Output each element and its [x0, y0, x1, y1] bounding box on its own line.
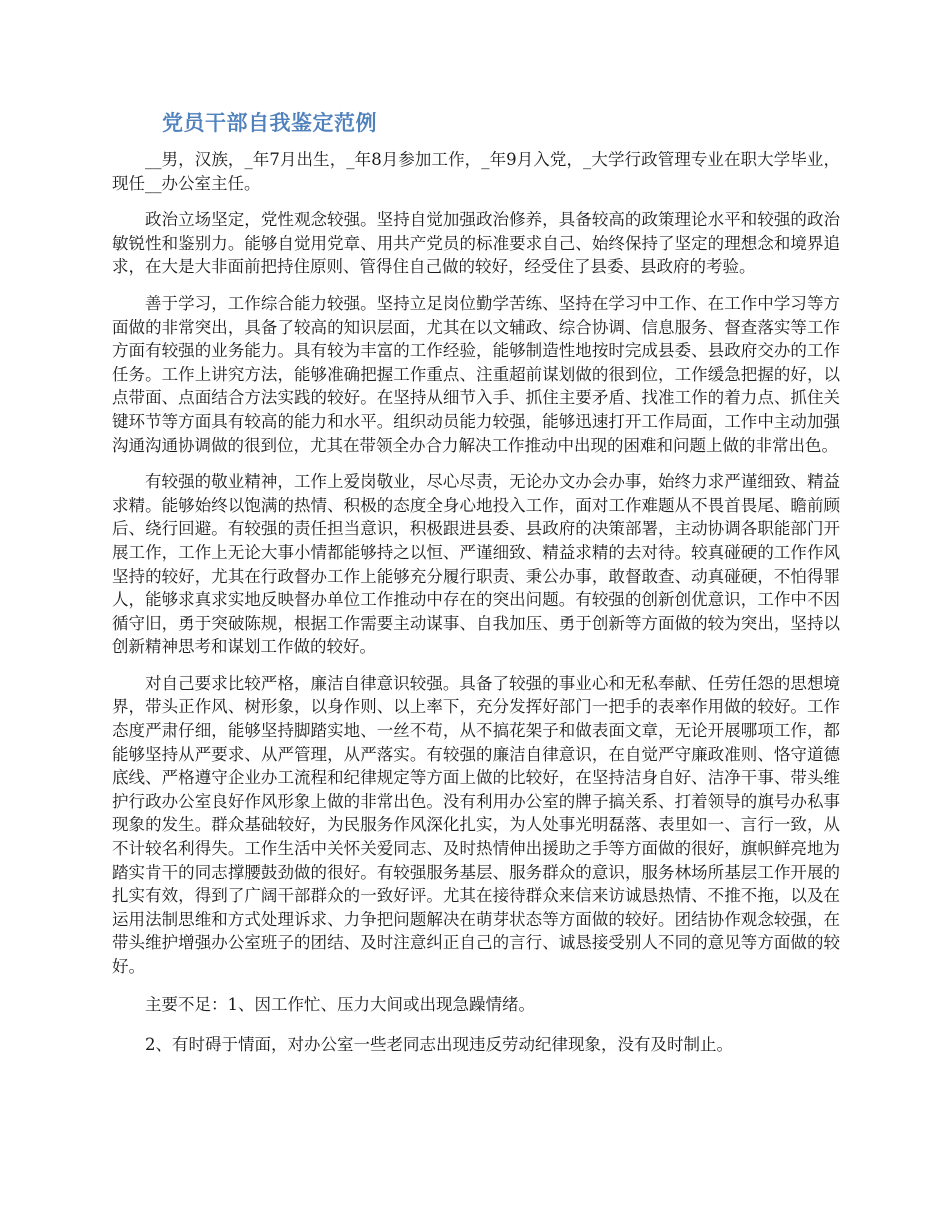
paragraph-personal-info: __男，汉族，_年7月出生，_年8月参加工作，_年9月入党，_大学行政管理专业在职大学毕业，现任__办公室主任。: [112, 150, 840, 193]
paragraph-dedication: 有较强的敬业精神，工作上爱岗敬业，尽心尽责，无论办文办会办事，始终力求严谨细致、精益求精。能够始终以饱满的热情、积极的态度全身心地投入工作，面对工作难题从不畏首畏尾、瞻前顾后、绕行回避。有较强的责任担当意识，积极跟进县委、县政府的决策部署，主动协调各职能部门开展工作，工作上无论大事小情都能够持之以恒、严谨细致、精益求精的去对待。较真碰硬的工作作风坚持的较好，尤其在行政督办工作上能够充分履行职责、秉公办事，敢督敢查、动真碰硬，不怕得罪人，能够求真求实地反映督办单位工作推动中存在的突出问题。有较强的创新创优意识，工作中不因循守旧，勇于突破陈规，根据工作需要主动谋事、自我加压、勇于创新等方面做的较为突出，坚持以创新精神思考和谋划工作做的较好。: [112, 472, 840, 657]
document-page: [112, 108, 840, 1072]
paragraph-learning-ability: 善于学习，工作综合能力较强。坚持立足岗位勤学苦练、坚持在学习中工作、在工作中学习等方面做的非常突出，具备了较高的知识层面，尤其在以文辅政、综合协调、信息服务、督查落实等工作方面有较强的业务能力。具有较为丰富的工作经验，能够制造性地按时完成县委、县政府交办的工作任务。工作上讲究方法，能够准确把握工作重点、注重超前谋划做的很到位，工作缓急把握的好，以点带面、点面结合方法实践的较好。在坚持从细节入手、抓住主要矛盾、找准工作的着力点、抓住关键环节等方面具有较高的能力和水平。组织动员能力较强，能够迅速打开工作局面，工作中主动加强沟通沟通协调做的很到位，尤其在带领全办合力解决工作推动中出现的困难和问题上做的非常出色。: [112, 293, 840, 455]
paragraph-shortcoming-1: 主要不足：1、因工作忙、压力大间或出现急躁情绪。: [145, 994, 535, 1014]
paragraph-political-stance: 政治立场坚定，党性观念较强。坚持自觉加强政治修养，具备较高的政策理论水平和较强的政治敏锐性和鉴别力。能够自觉用党章、用共产党员的标准要求自己、始终保持了坚定的理想念和境界追求，在大是大非面前把持住原则、管得住自己做的较好，经受住了县委、县政府的考验。: [112, 210, 840, 277]
paragraph-self-discipline: 对自己要求比较严格，廉洁自律意识较强。具备了较强的事业心和无私奉献、任劳任怨的思想境界，带头正作风、树形象，以身作则、以上率下，充分发挥好部门一把手的表率作用做的较好。工作态度严肃仔细，能够坚持脚踏实地、一丝不苟，从不搞花架子和做表面文章，无论开展哪项工作，都能够坚持从严要求、从严管理，从严落实。有较强的廉洁自律意识，在自觉严守廉政准则、恪守道德底线、严格遵守企业办工流程和纪律规定等方面上做的比较好，在坚持洁身自好、洁净干事、带头维护行政办公室良好作风形象上做的非常出色。没有利用办公室的牌子搞关系、打着领导的旗号办私事现象的发生。群众基础较好，为民服务作风深化扎实，为人处事光明磊落、表里如一、言行一致，从不计较名利得失。工作生活中关怀关爱同志、及时热情伸出援助之手等方面做的很好，旗帜鲜亮地为踏实肯干的同志撑腰鼓劲做的很好。有较强服务基层、服务群众的意识，服务林场所基层工作开展的扎实有效，得到了广阔干部群众的一致好评。尤其在接待群众来信来访诚恳热情、不推不拖，以及在运用法制思维和方式处理诉求、力争把问题解决在萌芽状态等方面做的较好。团结协作观念较强，在带头维护增强办公室班子的团结、及时注意纠正自己的言行、诚恳接受别人不同的意见等方面做的较好。: [112, 673, 840, 976]
document-title: 党员干部自我鉴定范例: [162, 111, 377, 135]
paragraph-shortcoming-2: 2、有时碍于情面，对办公室一些老同志出现违反劳动纪律现象，没有及时制止。: [145, 1034, 733, 1054]
